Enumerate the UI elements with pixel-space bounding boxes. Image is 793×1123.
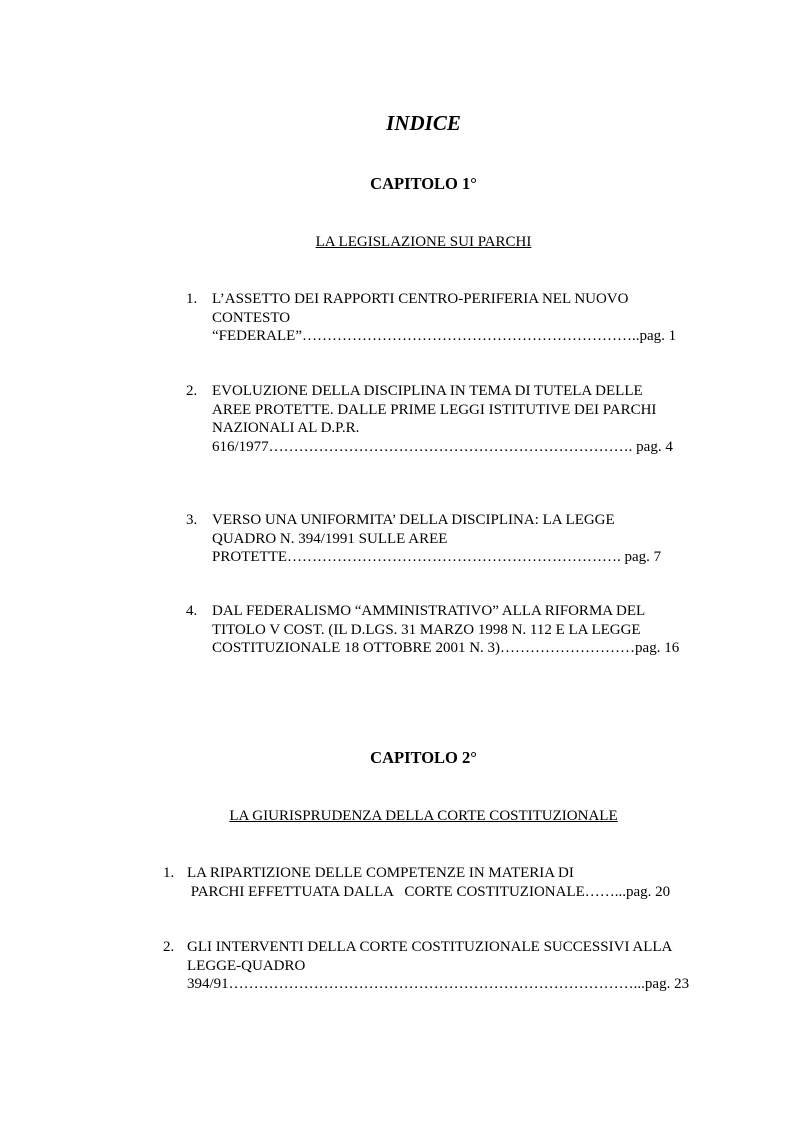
chapter-1-subtitle: LA LEGISLAZIONE SUI PARCHI (315, 234, 532, 250)
chapter-2-subtitle: LA GIURISPRUDENZA DELLA CORTE COSTITUZIONALE (229, 808, 618, 824)
entry-line: LA RIPARTIZIONE DELLE COMPETENZE IN MATERIA DI (187, 865, 574, 881)
entry-line: 394/91………………………………………………………………………...pag. 23 (187, 976, 690, 993)
entry-line: GLI INTERVENTI DELLA CORTE COSTITUZIONALE SUCCESSIVI ALLA (187, 939, 673, 955)
entry-number: 1. (186, 291, 198, 307)
entry-number: 2. (186, 383, 198, 399)
entry-line: L’ASSETTO DEI RAPPORTI CENTRO-PERIFERIA NEL NUOVO (212, 291, 629, 307)
entry-line: LEGGE-QUADRO (187, 957, 306, 974)
entry-line: AREE PROTETTE. DALLE PRIME LEGGI ISTITUTIVE DEI PARCHI (212, 401, 657, 418)
chapter-2-heading: CAPITOLO 2° (370, 748, 477, 767)
index-title: INDICE (386, 111, 461, 135)
chapter-1-heading: CAPITOLO 1° (370, 174, 477, 193)
entry-line: CONTESTO (212, 309, 291, 326)
entry-line: PROTETTE…………………………………………………………. pag. 7 (212, 549, 662, 566)
entry-line: NAZIONALI AL D.P.R. (212, 420, 360, 437)
entry-number: 1. (163, 865, 175, 881)
entry-number: 3. (186, 512, 198, 528)
entry-line: EVOLUZIONE DELLA DISCIPLINA IN TEMA DI TUTELA DELLE (212, 383, 643, 399)
entry-line: DAL FEDERALISMO “AMMINISTRATIVO” ALLA RIFORMA DEL (212, 603, 646, 619)
entry-line: COSTITUZIONALE 18 OTTOBRE 2001 N. 3)………………………pag. 16 (212, 640, 680, 657)
entry-line: QUADRO N. 394/1991 SULLE AREE (212, 530, 448, 547)
entry-number: 4. (186, 603, 198, 619)
entry-line: VERSO UNA UNIFORMITA’ DELLA DISCIPLINA: LA LEGGE (212, 512, 615, 528)
entry-line: 616/1977………………………………………………………………. pag. 4 (212, 439, 673, 456)
entry-line: “FEDERALE”…………………………………………………………..pag. 1 (212, 328, 677, 345)
entry-number: 2. (163, 939, 175, 955)
entry-line: TITOLO V COST. (IL D.LGS. 31 MARZO 1998 N. 112 E LA LEGGE (212, 621, 641, 638)
entry-line: PARCHI EFFETTUATA DALLA CORTE COSTITUZIONALE……...pag. 20 (187, 883, 671, 900)
